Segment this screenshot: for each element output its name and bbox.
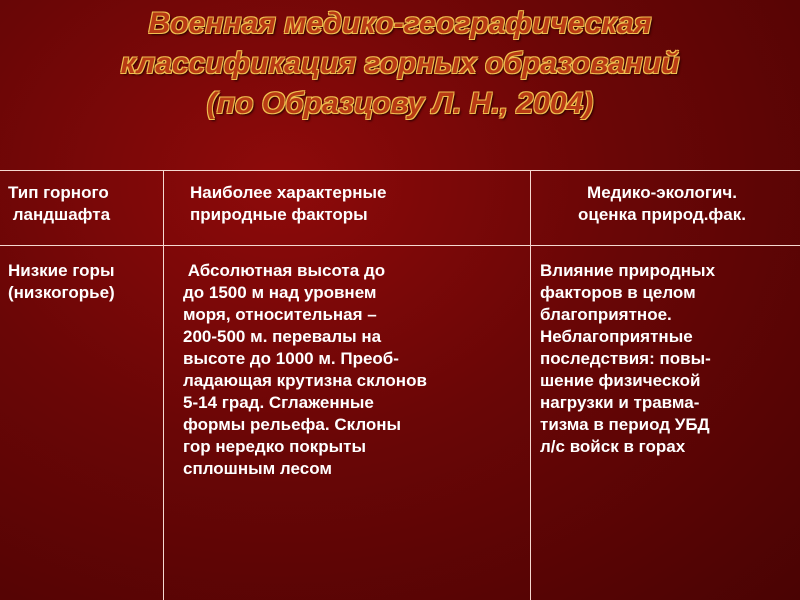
header-bottom-border xyxy=(0,245,800,246)
slide-title xyxy=(0,4,800,124)
row-cell-type: Низкие горы (низкогорье) xyxy=(8,261,115,302)
title-line-3: (по Образцову Л. Н., 2004) xyxy=(206,87,594,120)
header-cell-type: Тип горного ландшафта xyxy=(8,183,111,224)
title-line-1: Военная медико-географическая xyxy=(148,7,652,40)
header-cell-factors: Наиболее характерные природные факторы xyxy=(190,183,387,224)
title-line-2: классификация горных образований xyxy=(120,47,680,80)
row-cell-assessment: Влияние природных факторов в целом благоприятное. Неблагоприятные последствия: повы- шение физической нагрузки и травма- тизма в период УБД л/с войск в горах xyxy=(540,261,716,456)
table-top-border xyxy=(0,170,800,171)
header-cell-assessment: Медико-экологич. оценка природ.фак. xyxy=(578,183,746,224)
column-divider-1 xyxy=(163,170,164,600)
row-cell-factors: Абсолютная высота до до 1500 м над уровнем моря, относительная – 200-500 м. перевалы на высоте до 1000 м. Преоб- ладающая крутизна склонов 5-14 град. Сглаженные формы рельефа. Склоны гор нередко покрыты сплошным лесом xyxy=(183,261,427,478)
column-divider-2 xyxy=(530,170,531,600)
